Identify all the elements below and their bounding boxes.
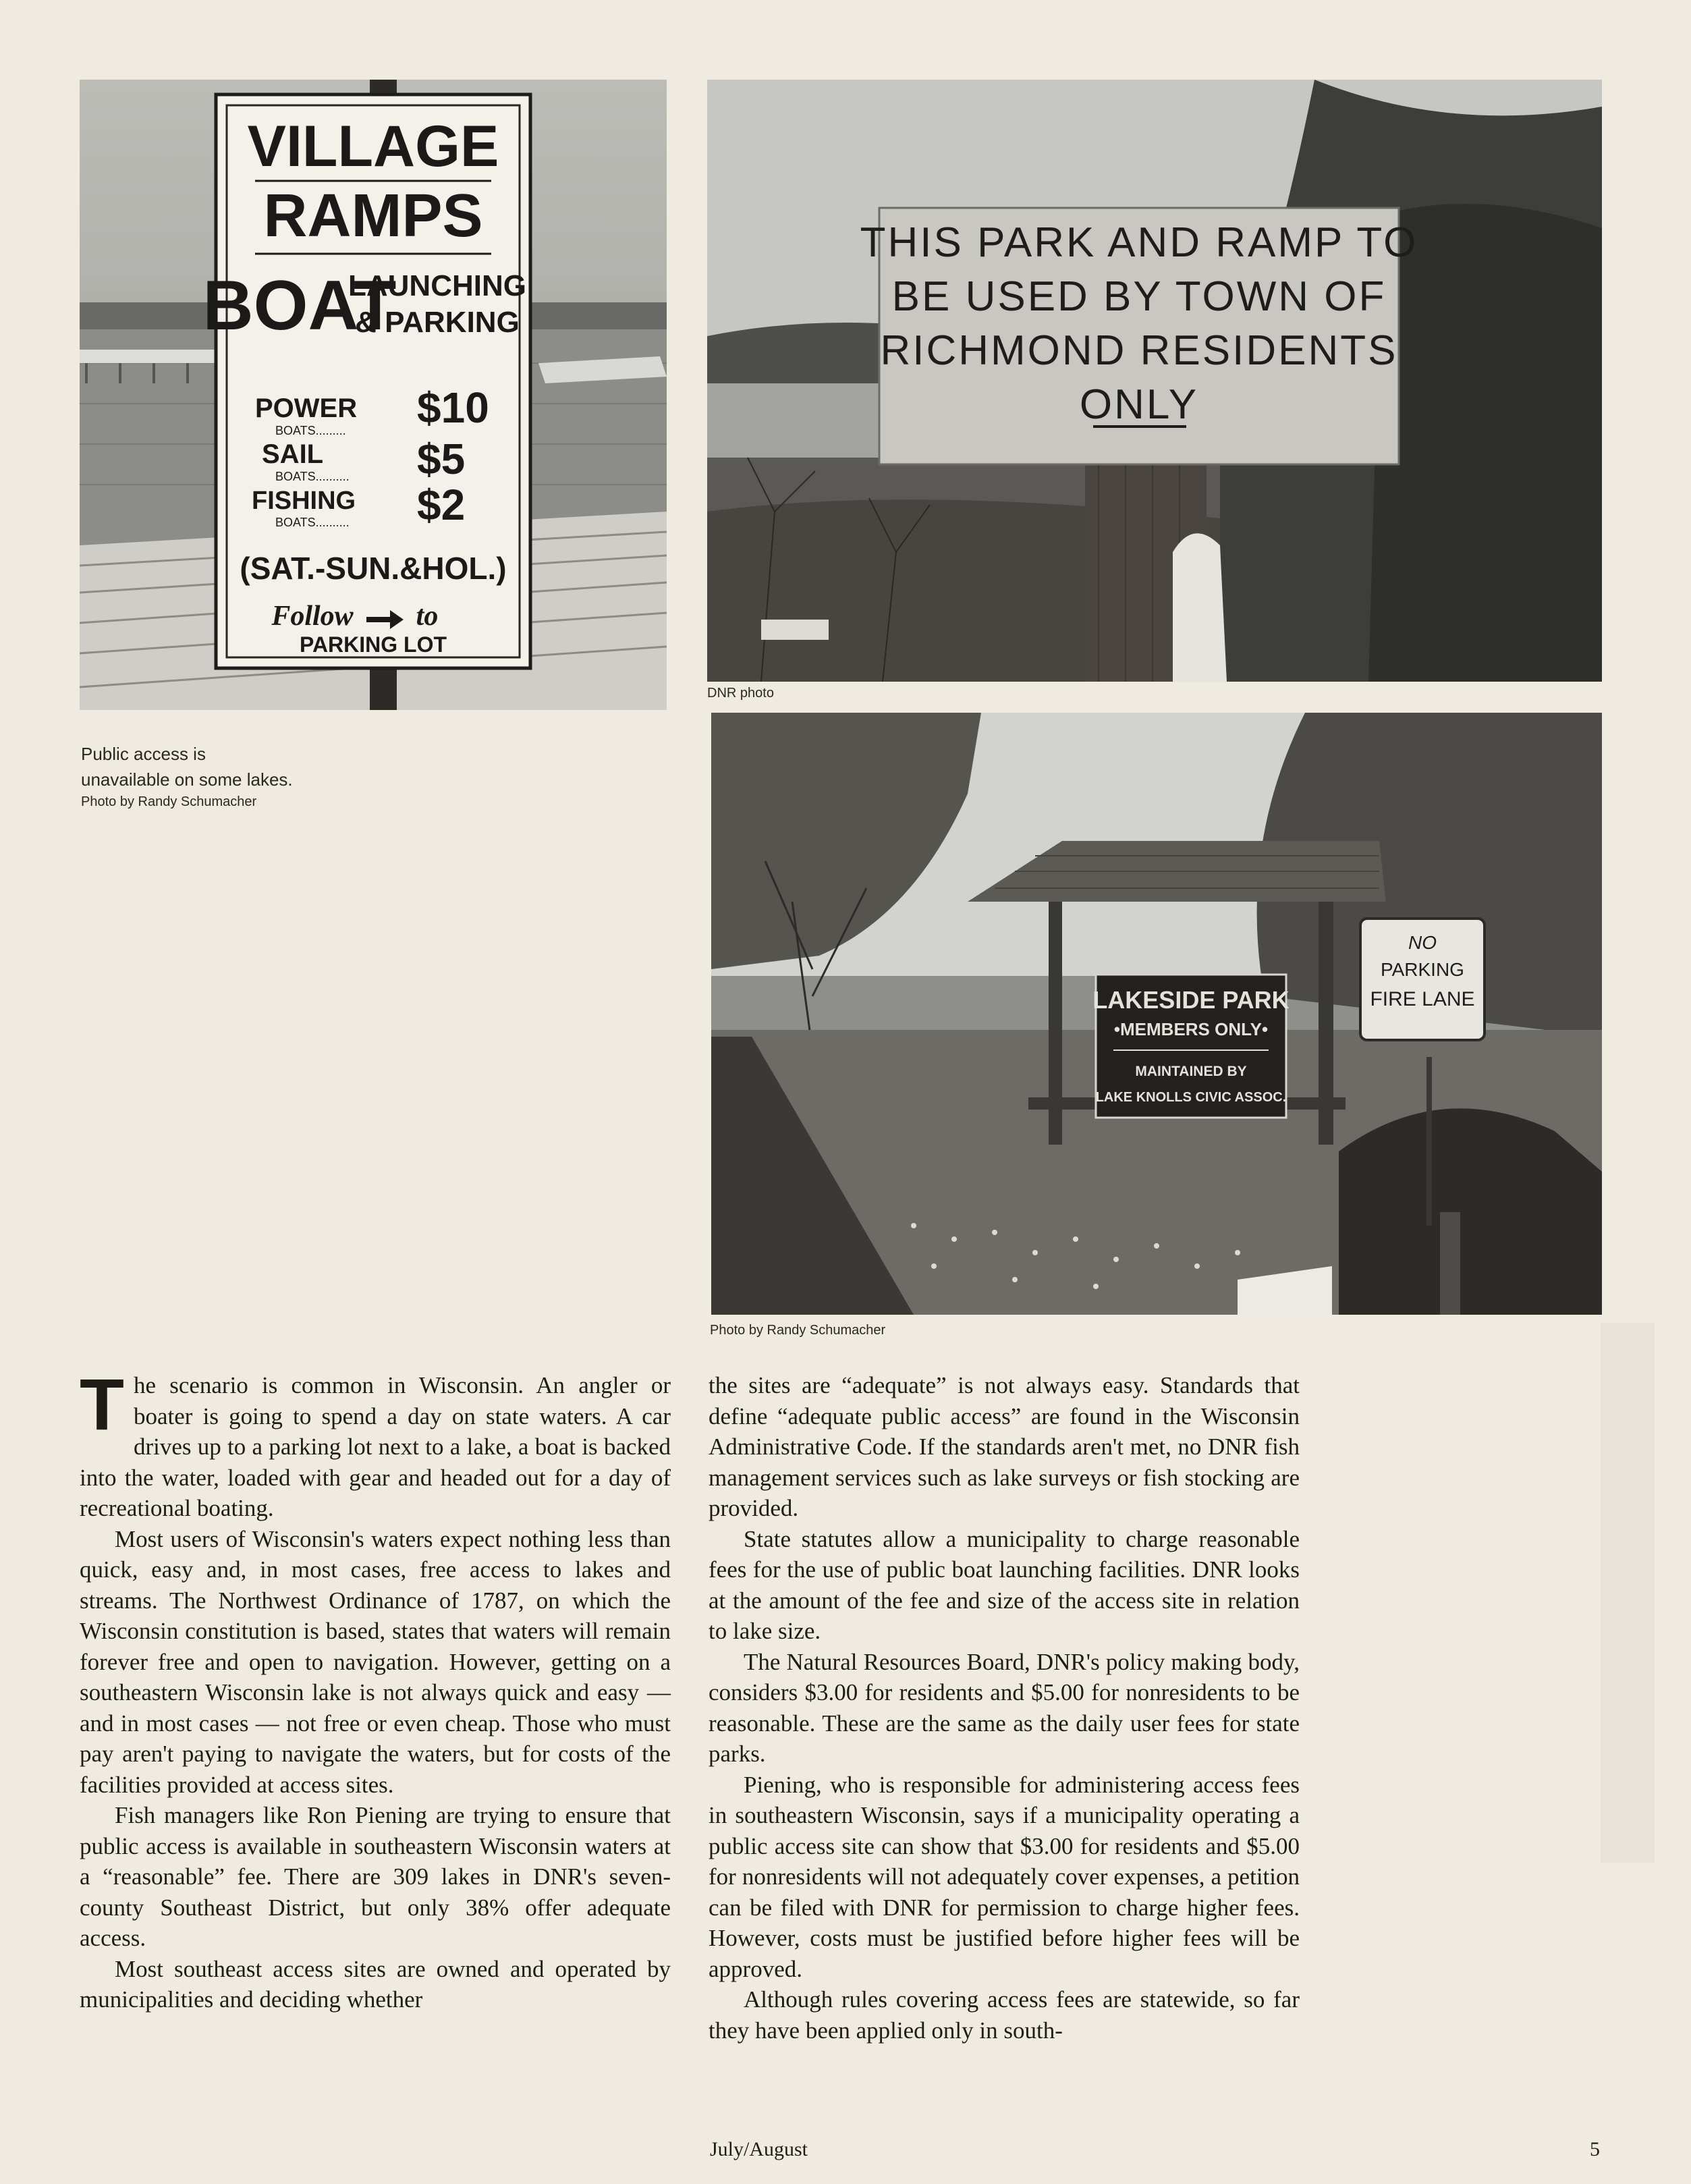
drop-cap: T: [80, 1363, 124, 1445]
fee-sail-sub: BOATS..........: [275, 470, 350, 483]
no-parking-line-1: NO: [1408, 932, 1437, 953]
no-parking-line-2: PARKING: [1381, 959, 1464, 980]
article-paragraph-9: Although rules covering access fees are statewide, so far they have been applied only in south-: [709, 1986, 1300, 2044]
village-ramps-photo: [80, 80, 667, 710]
fee-fishing-price: $2: [417, 481, 466, 529]
fee-power-label: POWER: [255, 393, 358, 423]
sign-follow: Follow: [271, 601, 354, 632]
no-parking-line-3: FIRE LANE: [1370, 988, 1475, 1010]
fee-fishing-sub: BOATS..........: [275, 516, 350, 529]
sign-parking-lot: PARKING LOT: [299, 632, 447, 657]
richmond-sign-photo: [707, 80, 1602, 682]
dnr-photo-credit: DNR photo: [707, 686, 774, 701]
lakeside-maintained: MAINTAINED BY: [1135, 1064, 1247, 1079]
sign-days: (SAT.-SUN.&HOL.): [240, 551, 507, 586]
article-column-right: [709, 1370, 1300, 2046]
richmond-line-2: BE USED BY TOWN OF: [891, 273, 1387, 320]
fee-fishing-label: FISHING: [252, 487, 356, 515]
sign-boat-word: BOAT: [202, 267, 397, 345]
article-paragraph-3: Fish managers like Ron Piening are trying to ensure that public access is available in southeastern Wisconsin waters at a “reasonable” fee. There are 309 lakes in DNR's seven-county Southeast District, but only 38% offer adequate access.: [80, 1802, 671, 1951]
fee-power-price: $10: [417, 383, 489, 432]
sign-village-line: VILLAGE: [247, 114, 499, 179]
article-paragraph-5: the sites are “adequate” is not always easy. Standards that define “adequate public access” are found in the Wisconsin Administrative Code. If the standards aren't met, no DNR fish management services such as lake surveys or fish stocking are provided.: [709, 1372, 1300, 1521]
caption-line-1: Public access is: [81, 744, 206, 764]
fee-sail-price: $5: [417, 435, 466, 483]
fee-power-sub: BOATS.........: [275, 424, 346, 437]
sign-parking-word: & PARKING: [355, 306, 520, 339]
article-paragraph-7: The Natural Resources Board, DNR's policy making body, considers $3.00 for residents and $5.00 for nonresidents to be reasonable. These are the same as the daily user fees for state parks.: [709, 1648, 1300, 1767]
caption-credit: Photo by Randy Schumacher: [81, 794, 257, 809]
richmond-line-3: RICHMOND RESIDENTS: [880, 327, 1398, 374]
richmond-line-4: ONLY: [1079, 381, 1199, 428]
article-paragraph-6: State statutes allow a municipality to charge reasonable fees for the use of public boat launching facilities. DNR looks at the amount of the fee and size of the access site in relation to lake size.: [709, 1525, 1300, 1644]
sign-ramps-line: RAMPS: [263, 182, 483, 250]
article-paragraph-4: Most southeast access sites are owned and operated by municipalities and deciding whether: [80, 1955, 671, 2013]
fee-sail-label: SAIL: [262, 439, 324, 469]
sign-launching-word: LAUNCHING: [348, 269, 526, 302]
richmond-line-1: THIS PARK AND RAMP TO: [860, 219, 1418, 266]
lakeside-members: •MEMBERS ONLY•: [1113, 1019, 1269, 1039]
sign-to: to: [416, 601, 439, 632]
lakeside-assoc: LAKE KNOLLS CIVIC ASSOC.: [1095, 1090, 1287, 1105]
lakeside-title: LAKESIDE PARK: [1092, 986, 1290, 1014]
lakeside-park-photo: [711, 713, 1602, 1315]
article-paragraph-1: [80, 1363, 671, 1524]
lakeside-photo-credit: Photo by Randy Schumacher: [710, 1323, 886, 1338]
photo-caption: [81, 741, 293, 811]
article-paragraph-1-text: he scenario is common in Wisconsin. An angler or boater is going to spend a day on state waters. A car drives up to a parking lot next to a lake, a boat is backed into the water, loaded with gear and headed out for a day of recreational boating.: [80, 1372, 671, 1521]
caption-line-2: unavailable on some lakes.: [81, 769, 293, 790]
bleed-through-area: [1601, 1323, 1655, 1863]
article-paragraph-2: Most users of Wisconsin's waters expect nothing less than quick, easy and, in most cases, free access to lakes and streams. The Northwest Ordinance of 1787, on which the Wisconsin constitution is based, states that waters will remain forever free and open to navigation. However, getting on a southeastern Wisconsin lake is not always quick and easy — and in most cases — not free or even cheap. Those who must pay aren't paying to navigate the waters, but for costs of the facilities provided at access sites.: [80, 1525, 671, 1798]
article-paragraph-8: Piening, who is responsible for administering access fees in southeastern Wisconsin, says if a municipality operating a public access site can show that $3.00 for residents and $5.00 for nonresidents will not adequately cover expenses, a petition can be filed with DNR for permission to charge higher fees. However, costs must be justified before higher fees will be approved.: [709, 1771, 1300, 1982]
footer-issue: July/August: [710, 2138, 808, 2160]
page-number: 5: [1590, 2138, 1600, 2160]
article-column-left: [80, 1363, 671, 2015]
